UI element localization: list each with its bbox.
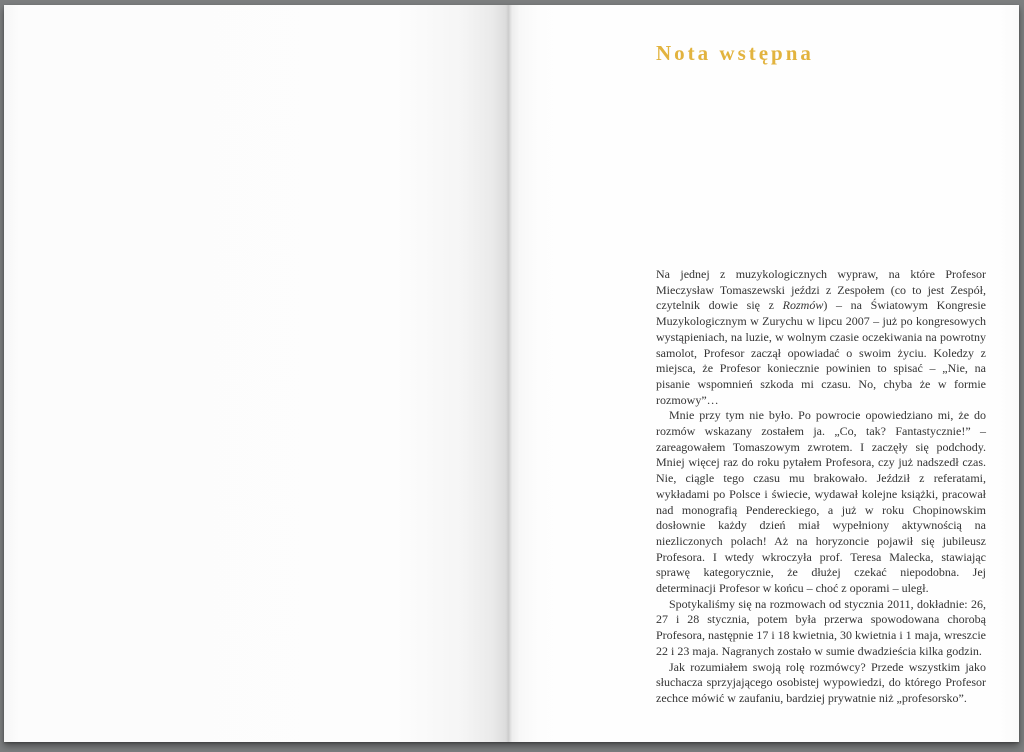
body-text	[656, 267, 986, 707]
paragraph	[656, 408, 986, 596]
paragraph	[656, 267, 986, 408]
text-segment: Spotykaliśmy się na rozmowach od stycznia 2011, dokładnie: 26, 27 i 28 stycznia, potem była przerwa spowodowana chorobą Profesora, następnie 17 i 18 kwietnia, 30 kwietnia i 1 maja, wreszcie 22 i 23 maja. Nagranych zostało w sumie dwadzieścia kilka godzin.	[656, 596, 986, 658]
paragraph	[656, 660, 986, 707]
right-page	[508, 5, 1019, 742]
left-page-blank	[4, 5, 508, 742]
text-segment: ) – na Światowym Kongresie Muzykologicznym w Zurychu w lipcu 2007 – już po kongresowych wystąpieniach, na luzie, w wolnym czasie oczekiwania na powrotny samolot, Profesor zaczął opowiadać o swoim życiu. Koledzy z miejsca, że Profesor koniecznie powinien to spisać – „Nie, na pisanie wspomnień szkoda mi czasu. No, chyba że w formie rozmowy”…	[656, 298, 986, 407]
text-segment: Jak rozumiałem swoją rolę rozmówcy? Przede wszystkim jako słuchacza sprzyjającego osobistej wypowiedzi, do którego Profesor zechce mówić w zaufaniu, bardziej prywatnie niż „profesorsko”.	[656, 659, 986, 705]
book-spread	[4, 5, 1019, 742]
italic-text: Rozmów	[782, 298, 824, 313]
text-segment: Mnie przy tym nie było. Po powrocie opowiedziano mi, że do rozmów wskazany zostałem ja. „Co, tak? Fantastycznie!” – zareagowałem Tomaszowym zwrotem. I zaczęły się podchody. Mniej więcej raz do roku pytałem Profesora, czy już nadszedł czas. Nie, ciągle tego czasu mu brakowało. Jeździł z referatami, wykładami po Polsce i świecie, wydawał kolejne książki, pracował nad monografią Pendereckiego, a już w roku Chopinowskim dosłownie każdy dzień miał wypełniony aktywnością na niezliczonych polach! Aż na horyzoncie pojawił się jubileusz Profesora. I wtedy wkroczyła prof. Teresa Malecka, stawiając sprawę kategorycznie, że dłużej czekać niepodobna. Jej determinacji Profesor w końcu – choć z oporami – uległ.	[656, 408, 986, 596]
text-segment: Na jednej z muzykologicznych wypraw, na które Profesor Mieczysław Tomaszewski jeździ z Zespołem (co to jest Zespół, czytelnik dowie się z	[656, 267, 986, 313]
chapter-title: Nota wstępna	[656, 41, 814, 65]
paragraph	[656, 597, 986, 660]
